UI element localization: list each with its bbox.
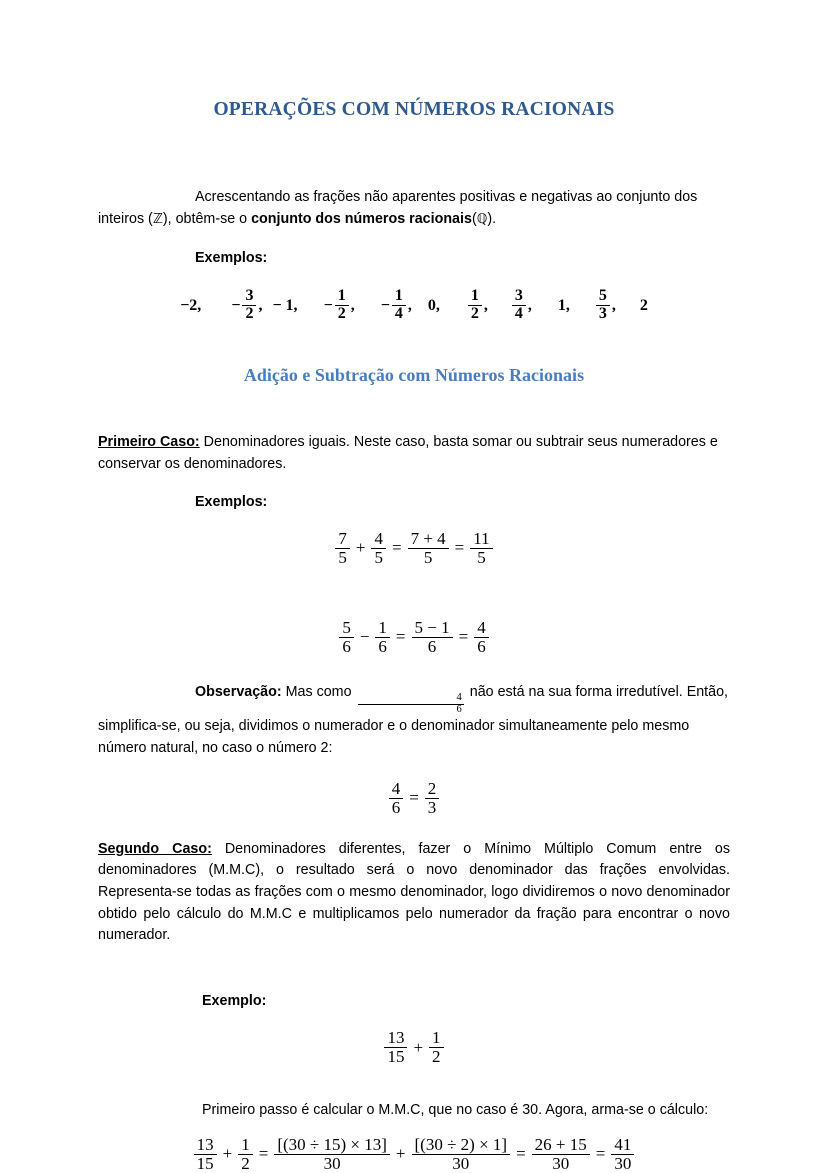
spacer [98, 1066, 730, 1092]
numerator: 7 + 4 [408, 530, 449, 549]
operator-equals: = [458, 627, 469, 647]
numerator: 41 [611, 1136, 634, 1155]
numerator: 1 [429, 1029, 444, 1048]
numerator: 4 [371, 530, 386, 549]
denominator: 4 [514, 305, 523, 323]
seq-item [272, 297, 297, 315]
fraction [194, 1136, 217, 1173]
inline-fraction [358, 693, 464, 716]
first-case-paragraph [98, 432, 730, 475]
fraction [389, 780, 404, 817]
seq-separator: , [611, 296, 616, 314]
fraction [470, 530, 492, 567]
intro-text-1: Acrescentando as frações não aparentes positivas e negativas ao conjunto dos inteiros ( [98, 189, 698, 227]
fraction [611, 1136, 634, 1173]
operator-equals: = [516, 1144, 526, 1164]
seq-separator: , [350, 296, 355, 314]
seq-item [594, 288, 616, 323]
seq-value: −2, [180, 296, 202, 314]
second-case-text: Denominadores diferentes, fazer o Mínimo Múltiplo Comum entre os denominadores (M.M.C), o resultado será o novo denominador das frações envolvidas. Representa-se todas as frações com o mesmo denominador, logo dividiremos o novo denominador obtido pelo cálculo do M.M.C e multiplicamos pelo numerador da fração para encontrar o novo numerador. [98, 840, 730, 944]
fraction [596, 288, 610, 323]
denominator: 30 [452, 1153, 470, 1173]
numerator: 5 − 1 [412, 619, 453, 638]
numerator: 1 [375, 619, 390, 638]
observation-label: Observação: [195, 683, 282, 700]
denominator: 6 [378, 636, 387, 656]
seq-item [640, 297, 648, 315]
example-label-second-case: Exemplo: [202, 993, 267, 1010]
seq-value: 2 [639, 296, 648, 314]
intro-text-3: ( [471, 210, 477, 227]
numerator: 26 + 15 [532, 1136, 590, 1155]
fraction [474, 619, 489, 656]
numerator: 3 [512, 288, 526, 306]
denominator: 30 [614, 1153, 632, 1173]
seq-item [510, 288, 532, 323]
operator-equals: = [595, 1144, 606, 1164]
observation-text-a: Mas como [281, 683, 356, 700]
intro-text-4: ). [487, 210, 497, 227]
rationals-symbol: ℚ [476, 210, 488, 227]
numerator: 1 [335, 288, 349, 306]
fraction [392, 288, 406, 323]
fraction [238, 1136, 253, 1173]
fraction [408, 530, 449, 567]
numerator: 11 [470, 530, 492, 549]
seq-item [428, 297, 440, 315]
numerator: 5 [339, 619, 354, 638]
numerator: 5 [596, 288, 610, 306]
denominator: 5 [374, 547, 383, 567]
equation-difference-same-denominator [98, 619, 730, 656]
seq-item [466, 288, 488, 323]
section-heading: Adição e Subtração com Números Racionais [243, 365, 585, 386]
fraction [335, 530, 350, 567]
spacer [98, 607, 730, 619]
denominator: 2 [432, 1047, 441, 1067]
numerator: 4 [389, 780, 404, 799]
mmc-step-text: Primeiro passo é calcular o M.M.C, que no caso é 30. Agora, arma-se o cálculo: [202, 1102, 709, 1119]
operator-equals: = [395, 627, 406, 647]
operator-equals: = [391, 538, 402, 558]
fraction [274, 1136, 390, 1173]
fraction [384, 1029, 407, 1066]
numerator: [(30 ÷ 2) × 1] [412, 1136, 511, 1155]
numerator: 1 [238, 1136, 253, 1155]
spacer [98, 817, 730, 839]
spacer [98, 1122, 730, 1136]
spacer [98, 476, 730, 494]
spacer [98, 947, 730, 977]
denominator: 2 [337, 305, 346, 323]
equation-sum-same-denominator [98, 530, 730, 567]
seq-value: 1, [557, 296, 570, 314]
fraction [375, 619, 390, 656]
seq-item [180, 297, 201, 315]
fraction [468, 288, 482, 323]
denominator: 30 [323, 1153, 341, 1173]
denominator: 6 [477, 636, 486, 656]
seq-sign: − [323, 296, 333, 314]
denominator: 5 [423, 547, 433, 567]
observation-text-b: não está na sua forma irredutível. Então, simplifica-se, ou seja, dividimos o numerador e o denominador simultaneamente pelo mesmo número natural, no caso o número 2: [98, 683, 729, 756]
denominator: 3 [598, 305, 607, 323]
numerator: 1 [468, 288, 482, 306]
denominator: 2 [241, 1153, 250, 1173]
denominator: 4 [394, 305, 403, 323]
numerator: [(30 ÷ 15) × 13] [274, 1136, 390, 1155]
seq-separator: , [483, 296, 488, 314]
denominator: 6 [427, 636, 437, 656]
numerator: 4 [474, 619, 489, 638]
seq-value: − 1, [272, 296, 298, 314]
numerator: 3 [242, 288, 256, 306]
seq-value: 0, [427, 296, 440, 314]
intro-paragraph [98, 187, 730, 230]
seq-item [381, 288, 412, 323]
intro-bold-term: conjunto dos números racionais [251, 210, 472, 227]
fraction [429, 1029, 444, 1066]
first-case-text: Denominadores iguais. Neste caso, basta somar ou subtrair seus numeradores e conservar os denominadores. [98, 434, 718, 473]
operator-plus: + [222, 1144, 233, 1164]
denominator: 2 [470, 305, 479, 323]
seq-separator: , [407, 296, 412, 314]
denominator: 2 [245, 305, 254, 323]
denominator: 6 [456, 704, 462, 716]
integers-symbol: ℤ [152, 210, 163, 227]
operator-equals: = [409, 788, 419, 808]
page-title: OPERAÇÕES COM NÚMEROS RACIONAIS [213, 99, 615, 120]
fraction [371, 530, 386, 567]
operator-equals: = [258, 1144, 269, 1164]
numerator: 13 [194, 1136, 217, 1155]
seq-sign: − [231, 296, 241, 314]
equation-simplification [98, 780, 730, 817]
fraction [242, 288, 256, 323]
spacer [98, 510, 730, 530]
numerator: 7 [335, 530, 350, 549]
examples-label-first-case: Exemplos: [195, 493, 268, 510]
spacer [98, 161, 730, 187]
spacer [98, 386, 730, 420]
equation-mmc-full [98, 1136, 730, 1173]
spacer [98, 230, 730, 250]
operator-equals: = [454, 538, 465, 558]
intro-text-2: ), obtêm-se o [162, 210, 252, 227]
fraction [335, 288, 349, 323]
fraction [532, 1136, 590, 1173]
fraction [512, 288, 526, 323]
denominator: 15 [387, 1047, 405, 1067]
spacer [98, 420, 730, 432]
examples-label-intro: Exemplos: [195, 250, 268, 267]
spacer [98, 567, 730, 607]
seq-separator: , [527, 296, 532, 314]
denominator: 6 [342, 636, 351, 656]
spacer [98, 656, 730, 682]
operator-plus: + [395, 1144, 406, 1164]
first-case-label: Primeiro Caso: [98, 434, 200, 451]
denominator: 5 [338, 547, 347, 567]
fraction [412, 619, 453, 656]
denominator: 5 [477, 547, 486, 567]
seq-item [324, 288, 355, 323]
rationals-sequence [98, 288, 730, 323]
second-case-paragraph [98, 839, 730, 948]
operator-plus: + [413, 1037, 424, 1057]
equation-different-denominators [98, 1029, 730, 1066]
numerator: 1 [392, 288, 406, 306]
seq-item [231, 288, 262, 323]
spacer [98, 121, 730, 161]
denominator: 15 [196, 1153, 214, 1173]
seq-item [558, 297, 570, 315]
denominator: 6 [391, 797, 401, 817]
seq-separator: , [258, 296, 263, 314]
numerator: 2 [425, 780, 440, 799]
denominator: 30 [552, 1153, 570, 1173]
denominator: 3 [427, 797, 437, 817]
spacer [98, 760, 730, 780]
operator-minus: − [359, 627, 370, 647]
seq-sign: − [380, 296, 390, 314]
operator-plus: + [355, 538, 366, 558]
numerator: 4 [358, 693, 464, 705]
fraction [339, 619, 354, 656]
numerator: 13 [384, 1029, 407, 1048]
spacer [98, 977, 730, 993]
observation-paragraph [98, 682, 730, 760]
spacer [98, 266, 730, 288]
fraction [412, 1136, 511, 1173]
second-case-label: Segundo Caso: [98, 840, 212, 857]
spacer [98, 1092, 730, 1100]
spacer [98, 1009, 730, 1029]
fraction [425, 780, 440, 817]
